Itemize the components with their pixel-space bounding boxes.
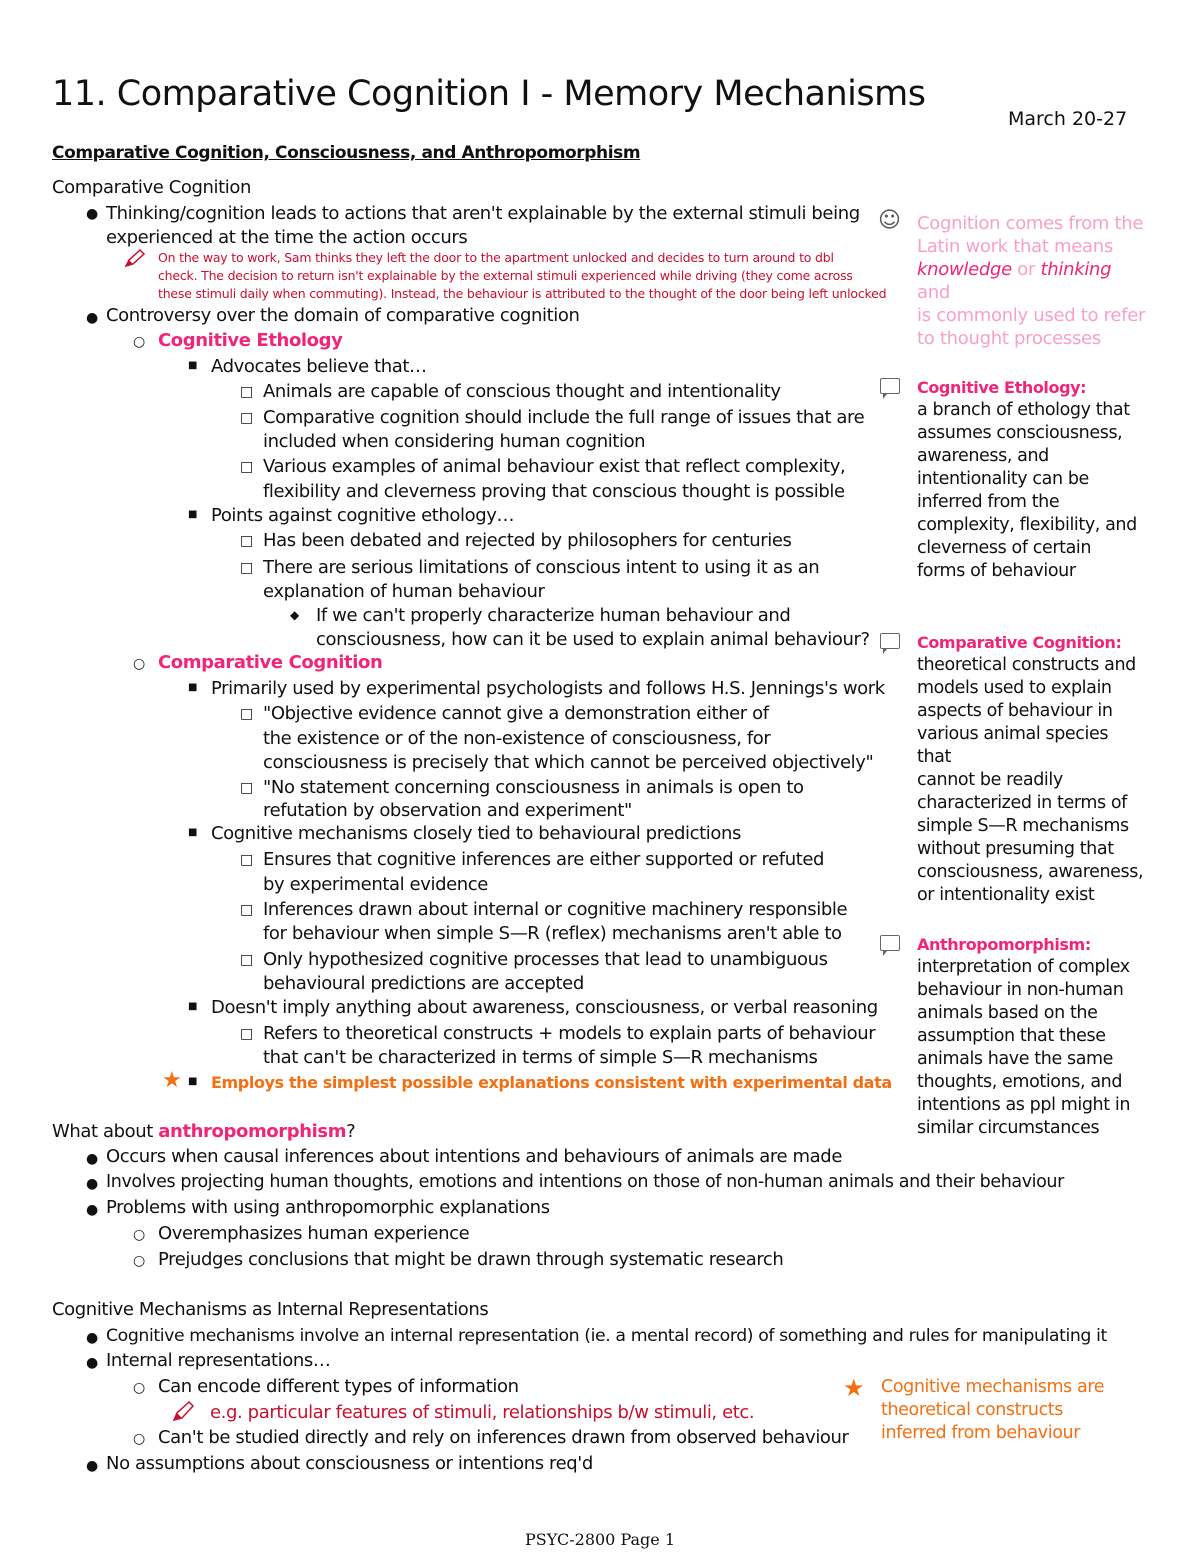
- cc-bullet-1b: experienced at the time the action occurs: [106, 227, 468, 248]
- anthro-3: Problems with using anthropomorphic explanations: [106, 1197, 550, 1218]
- mechanisms-2a: Inferences drawn about internal or cognitive machinery responsible: [263, 899, 848, 920]
- ir-1: Cognitive mechanisms involve an internal representation (ie. a mental record) of something and rules for manipulating it: [106, 1326, 1107, 1346]
- bullet-square: ■: [188, 509, 198, 520]
- bullet-square: ■: [188, 1001, 198, 1012]
- points-against-heading: Points against cognitive ethology…: [211, 505, 515, 526]
- mechanisms-3b: behavioural predictions are accepted: [263, 973, 584, 994]
- comment-icon[interactable]: [880, 935, 900, 951]
- bullet-dot: ●: [86, 1330, 99, 1346]
- advocates-2b: included when considering human cognition: [263, 431, 646, 452]
- bullet-hollow-square: □: [240, 410, 254, 426]
- example-1b: check. The decision to return isn't explainable by the external stimuli experienced while driving (they come across: [158, 268, 853, 283]
- bullet-hollow-square: □: [240, 902, 254, 918]
- example-1a: On the way to work, Sam thinks they left the door to the apartment unlocked and decides to turn around to dbl: [158, 250, 834, 265]
- primarily-used: Primarily used by experimental psychologists and follows H.S. Jennings's work: [211, 678, 885, 699]
- star-icon: ★: [843, 1374, 865, 1402]
- ir-2b: Can't be studied directly and rely on inferences drawn from observed behaviour: [158, 1427, 849, 1448]
- doesnt-imply-1b: that can't be characterized in terms of simple S—R mechanisms: [263, 1047, 818, 1068]
- mechanisms-tied: Cognitive mechanisms closely tied to behavioural predictions: [211, 823, 741, 844]
- anthro-1: Occurs when causal inferences about intentions and behaviours of animals are made: [106, 1146, 843, 1167]
- bullet-circle: ○: [133, 1431, 146, 1447]
- bullet-dot: ●: [86, 1458, 99, 1474]
- bullet-square: ■: [188, 1076, 198, 1087]
- bullet-dot: ●: [86, 1202, 99, 1218]
- page-title: 11. Comparative Cognition I - Memory Mechanisms: [52, 74, 926, 114]
- comparative-cognition-label: Comparative Cognition: [158, 652, 383, 673]
- points-against-2a: There are serious limitations of conscious intent to using it as an: [263, 557, 820, 578]
- side-note-anthropomorphism: Anthropomorphism: interpretation of complex behaviour in non-human animals based on the assumption that these animals have the same thoughts, emotions, and intentions as ppl might in similar circumstances: [917, 935, 1131, 1138]
- bullet-hollow-square: □: [240, 459, 254, 475]
- mechanisms-1b: by experimental evidence: [263, 874, 488, 895]
- section-heading-2: Cognitive Mechanisms as Internal Representations: [52, 1299, 489, 1320]
- example-1c: these stimuli daily when commuting). Instead, the behaviour is attributed to the thought of the door being left unlocked: [158, 286, 887, 301]
- points-against-3b: consciousness, how can it be used to explain animal behaviour?: [316, 629, 870, 650]
- advocates-3a: Various examples of animal behaviour exist that reflect complexity,: [263, 456, 846, 477]
- bullet-dot: ●: [86, 310, 99, 326]
- employs-simplest: Employs the simplest possible explanations consistent with experimental data: [211, 1073, 892, 1092]
- bullet-square: ■: [188, 360, 198, 371]
- points-against-2b: explanation of human behaviour: [263, 581, 545, 602]
- pencil-icon: [124, 248, 146, 268]
- cognitive-ethology-label: Cognitive Ethology: [158, 330, 343, 351]
- bullet-square: ■: [188, 682, 198, 693]
- anthro-3b: Prejudges conclusions that might be drawn through systematic research: [158, 1249, 784, 1270]
- mechanisms-1a: Ensures that cognitive inferences are either supported or refuted: [263, 849, 825, 870]
- anthro-3a: Overemphasizes human experience: [158, 1223, 470, 1244]
- cc-label: Comparative Cognition: [52, 177, 252, 198]
- cc-bullet-2: Controversy over the domain of comparative cognition: [106, 305, 580, 326]
- section-heading-1: Comparative Cognition, Consciousness, and Anthropomorphism: [52, 143, 641, 163]
- bullet-hollow-square: □: [240, 533, 254, 549]
- bullet-dot: ●: [86, 1151, 99, 1167]
- bullet-diamond: ◆: [290, 608, 300, 622]
- comment-icon[interactable]: [880, 378, 900, 394]
- quote-1a: "Objective evidence cannot give a demonstration either of: [263, 703, 769, 724]
- bullet-circle: ○: [133, 1380, 146, 1396]
- cc-bullet-1a: Thinking/cognition leads to actions that aren't explainable by the external stimuli being: [106, 203, 860, 224]
- quote-2b: refutation by observation and experiment": [263, 800, 632, 821]
- doesnt-imply: Doesn't imply anything about awareness, consciousness, or verbal reasoning: [211, 997, 878, 1018]
- smiley-icon: ☺: [878, 208, 901, 233]
- ir-3: No assumptions about consciousness or intentions req'd: [106, 1453, 593, 1474]
- bullet-hollow-square: □: [240, 780, 254, 796]
- bullet-circle: ○: [133, 334, 146, 350]
- advocates-3b: flexibility and cleverness proving that conscious thought is possible: [263, 481, 845, 502]
- bullet-hollow-square: □: [240, 384, 254, 400]
- bullet-circle: ○: [133, 656, 146, 672]
- side-note-cognition: Cognition comes from the Latin work that means knowledge or thinking and is commonly used to refer to thought processes: [917, 213, 1146, 349]
- bullet-dot: ●: [86, 1355, 99, 1371]
- advocates-1: Animals are capable of conscious thought and intentionality: [263, 381, 781, 402]
- bullet-hollow-square: □: [240, 952, 254, 968]
- bullet-hollow-square: □: [240, 1026, 254, 1042]
- quote-1b: the existence or of the non-existence of consciousness, for: [263, 728, 771, 749]
- pencil-icon: [172, 1400, 196, 1422]
- advocates-2a: Comparative cognition should include the full range of issues that are: [263, 407, 865, 428]
- page-date: March 20-27: [1008, 108, 1128, 130]
- anthropomorphism-word: anthropomorphism: [158, 1121, 347, 1142]
- side-note-ethology: Cognitive Ethology: a branch of ethology that assumes consciousness, awareness, and intentionality can be inferred from the complexity, flexibility, and cleverness of certain forms of behaviour: [917, 378, 1137, 581]
- page-footer: PSYC-2800 Page 1: [524, 1530, 676, 1549]
- side-note-comparative-cognition: Comparative Cognition: theoretical constructs and models used to explain aspects of behaviour in various animal species that cannot be readily characterized in terms of simple S—R mechanisms without presuming that consciousness, awareness, or intentionality exist: [917, 633, 1144, 905]
- mechanisms-3a: Only hypothesized cognitive processes that lead to unambiguous: [263, 949, 828, 970]
- advocates-heading: Advocates believe that…: [211, 356, 427, 377]
- quote-1c: consciousness is precisely that which cannot be perceived objectively": [263, 752, 874, 773]
- bullet-circle: ○: [133, 1227, 146, 1243]
- mechanisms-2b: for behaviour when simple S—R (reflex) mechanisms aren't able to: [263, 923, 842, 944]
- star-icon: ★: [162, 1068, 182, 1093]
- bullet-square: ■: [188, 827, 198, 838]
- bullet-hollow-square: □: [240, 852, 254, 868]
- anthropomorphism-question: What about anthropomorphism?: [52, 1121, 356, 1142]
- anthro-2: Involves projecting human thoughts, emotions and intentions on those of non-human animals and their behaviour: [106, 1172, 1064, 1192]
- bullet-hollow-square: □: [240, 706, 254, 722]
- bullet-circle: ○: [133, 1253, 146, 1269]
- bullet-hollow-square: □: [240, 560, 254, 576]
- doesnt-imply-1a: Refers to theoretical constructs + models to explain parts of behaviour: [263, 1023, 876, 1044]
- ir-2: Internal representations…: [106, 1350, 331, 1371]
- bullet-dot: ●: [86, 1176, 99, 1192]
- comment-icon[interactable]: [880, 633, 900, 649]
- side-note-mechanisms: Cognitive mechanisms are theoretical constructs inferred from behaviour: [881, 1377, 1105, 1443]
- ir-2a: Can encode different types of information: [158, 1376, 519, 1397]
- points-against-3a: If we can't properly characterize human behaviour and: [316, 605, 791, 626]
- points-against-1: Has been debated and rejected by philosophers for centuries: [263, 530, 792, 551]
- bullet-dot: ●: [86, 206, 99, 222]
- quote-2a: "No statement concerning consciousness in animals is open to: [263, 777, 804, 798]
- ir-2a-example: e.g. particular features of stimuli, relationships b/w stimuli, etc.: [210, 1402, 755, 1423]
